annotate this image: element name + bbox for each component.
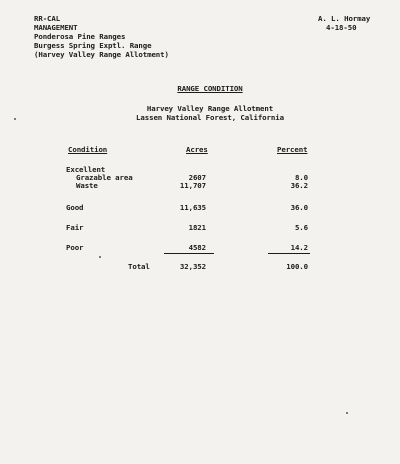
row-label-fair: Fair	[66, 223, 84, 232]
document-date: 4-18-50	[326, 23, 357, 32]
row-label-waste: Waste	[76, 181, 98, 190]
row-percent-total: 100.0	[286, 262, 308, 271]
column-header-percent: Percent	[277, 145, 308, 154]
author-name: A. L. Hormay	[318, 14, 371, 23]
header-category: MANAGEMENT	[34, 23, 78, 32]
row-percent-poor: 14.2	[290, 243, 308, 252]
row-label-poor: Poor	[66, 243, 84, 252]
row-acres-good: 11,635	[179, 203, 206, 212]
scan-speck	[14, 118, 16, 120]
row-percent-fair: 5.6	[294, 223, 308, 232]
row-percent-grazable: 8.0	[294, 173, 308, 182]
row-label-excellent: Excellent	[66, 165, 106, 174]
row-percent-waste: 36.2	[290, 181, 308, 190]
column-header-condition: Condition	[68, 145, 108, 154]
header-location: Burgess Spring Exptl. Range	[34, 41, 152, 50]
header-topic: Ponderosa Pine Ranges	[34, 32, 126, 41]
scan-speck	[346, 412, 348, 414]
header-code: RR-CAL	[34, 14, 61, 23]
row-acres-total: 32,352	[179, 262, 206, 271]
column-header-acres: Acres	[186, 145, 208, 154]
row-acres-fair: 1821	[188, 223, 206, 232]
acres-sum-rule	[164, 253, 214, 254]
scan-speck	[99, 256, 101, 258]
subtitle-allotment: Harvey Valley Range Allotment	[146, 104, 274, 113]
row-label-total: Total	[128, 262, 150, 271]
header-allotment: (Harvey Valley Range Allotment)	[34, 50, 169, 59]
row-acres-waste: 11,707	[179, 181, 206, 190]
row-percent-good: 36.0	[290, 203, 308, 212]
subtitle-forest: Lassen National Forest, California	[136, 113, 284, 122]
document-title: RANGE CONDITION	[177, 84, 243, 93]
row-label-grazable: Grazable area	[76, 173, 133, 182]
row-label-good: Good	[66, 203, 84, 212]
row-acres-poor: 4582	[188, 243, 206, 252]
row-acres-grazable: 2607	[188, 173, 206, 182]
percent-sum-rule	[268, 253, 310, 254]
